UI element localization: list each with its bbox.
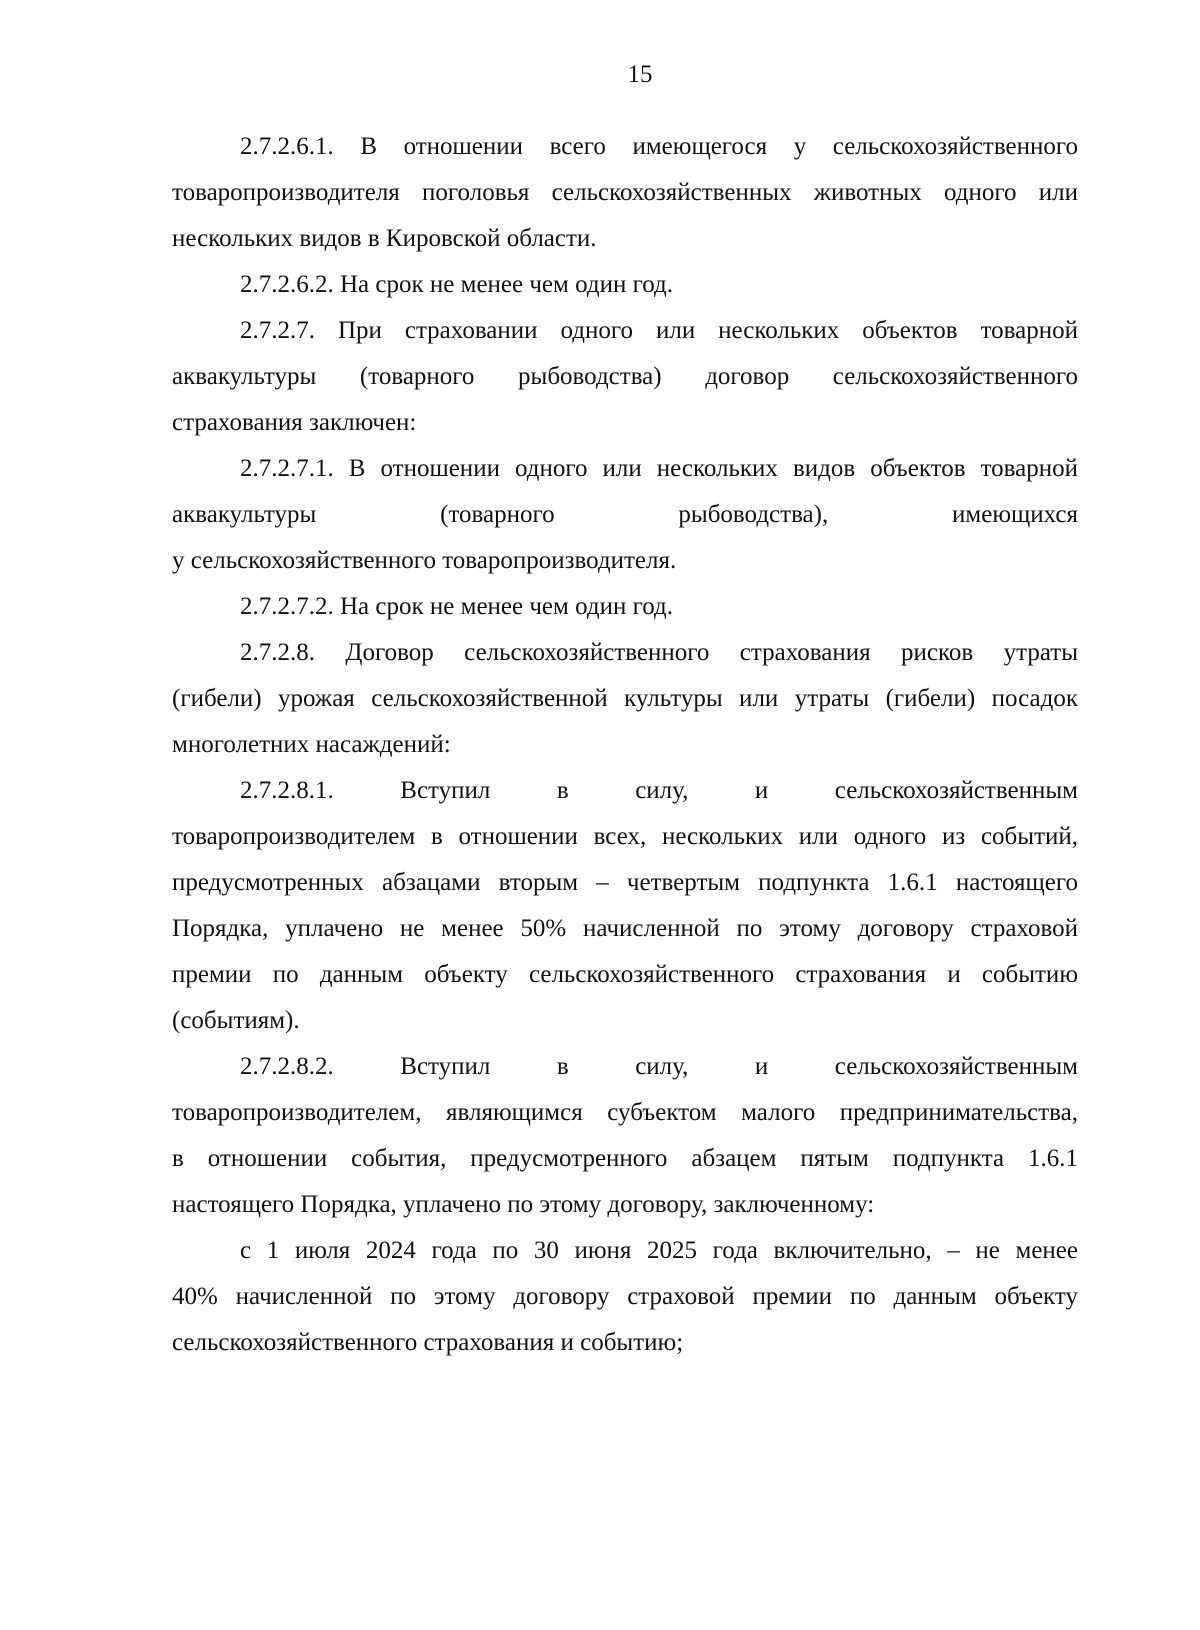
paragraph-2-7-2-6-2 bbox=[172, 262, 1078, 308]
paragraph-2-7-2-8-2 bbox=[172, 1044, 1078, 1228]
paragraph-2-7-2-8-1 bbox=[172, 768, 1078, 1044]
text-line: 2.7.2.8. Договор сельскохозяйственного страхования рисков утраты bbox=[240, 639, 1078, 666]
text-line: сельскохозяйственного страхования и событию; bbox=[172, 1329, 684, 1356]
text-line: премии по данным объекту сельскохозяйственного страхования и событию bbox=[172, 961, 1078, 988]
text-line: 2.7.2.6.1. В отношении всего имеющегося у сельскохозяйственного bbox=[240, 133, 1078, 160]
text-line: аквакультуры (товарного рыбоводства) договор сельскохозяйственного bbox=[172, 363, 1078, 390]
text-line: настоящего Порядка, уплачено по этому договору, заключенному: bbox=[172, 1191, 875, 1218]
text-line: предусмотренных абзацами вторым – четвертым подпункта 1.6.1 настоящего bbox=[172, 869, 1078, 896]
text-line: Порядка, уплачено не менее 50% начисленной по этому договору страховой bbox=[172, 915, 1078, 942]
page-number: 15 bbox=[627, 61, 653, 88]
text-line: 2.7.2.8.2. Вступил в силу, и сельскохозяйственным bbox=[240, 1053, 1078, 1080]
text-line: аквакультуры (товарного рыбоводства), имеющихся bbox=[172, 501, 1078, 528]
text-line: нескольких видов в Кировской области. bbox=[172, 225, 597, 252]
text-line: 2.7.2.8.1. Вступил в силу, и сельскохозяйственным bbox=[240, 777, 1078, 804]
text-line: товаропроизводителем, являющимся субъектом малого предпринимательства, bbox=[172, 1099, 1078, 1126]
text-line: с 1 июля 2024 года по 30 июня 2025 года включительно, – не менее bbox=[240, 1237, 1078, 1264]
paragraph-2-7-2-7 bbox=[172, 308, 1078, 446]
paragraph-period-2024-2025 bbox=[172, 1228, 1078, 1366]
paragraph-2-7-2-7-2 bbox=[172, 584, 1078, 630]
text-line: 2.7.2.6.2. На срок не менее чем один год. bbox=[240, 271, 673, 298]
text-line: товаропроизводителя поголовья сельскохозяйственных животных одного или bbox=[172, 179, 1078, 206]
text-line: многолетних насаждений: bbox=[172, 731, 451, 758]
paragraph-2-7-2-6-1 bbox=[172, 124, 1078, 262]
text-line: (событиям). bbox=[172, 1007, 300, 1034]
text-line: у сельскохозяйственного товаропроизводителя. bbox=[172, 547, 677, 574]
text-line: в отношении события, предусмотренного абзацем пятым подпункта 1.6.1 bbox=[172, 1145, 1078, 1172]
text-line: 2.7.2.7.1. В отношении одного или нескольких видов объектов товарной bbox=[240, 455, 1078, 482]
document-body bbox=[172, 124, 1078, 1366]
paragraph-2-7-2-7-1 bbox=[172, 446, 1078, 584]
text-line: 2.7.2.7.2. На срок не менее чем один год. bbox=[240, 593, 673, 620]
text-line: товаропроизводителем в отношении всех, нескольких или одного из событий, bbox=[172, 823, 1078, 850]
paragraph-2-7-2-8 bbox=[172, 630, 1078, 768]
text-line: 40% начисленной по этому договору страховой премии по данным объекту bbox=[172, 1283, 1078, 1310]
text-line: страхования заключен: bbox=[172, 409, 417, 436]
text-line: (гибели) урожая сельскохозяйственной культуры или утраты (гибели) посадок bbox=[172, 685, 1078, 712]
text-line: 2.7.2.7. При страховании одного или нескольких объектов товарной bbox=[240, 317, 1078, 344]
